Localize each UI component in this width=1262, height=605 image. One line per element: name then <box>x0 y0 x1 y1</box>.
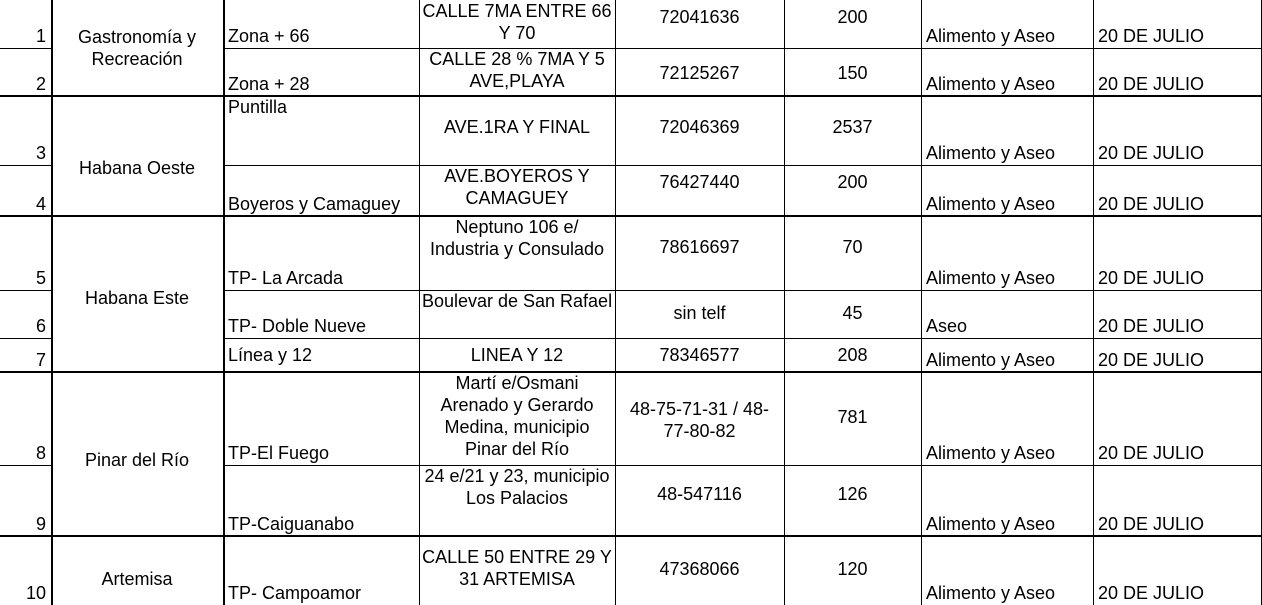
phone: sin telf <box>673 303 726 323</box>
products: Alimento y Aseo <box>926 26 1056 46</box>
unit-name: Zona + 66 <box>228 26 310 46</box>
region-name: Gastronomía y Recreación <box>77 27 197 69</box>
row-number: 1 <box>35 26 46 46</box>
products: Alimento y Aseo <box>926 514 1056 534</box>
date: 20 DE JULIO <box>1098 268 1205 288</box>
phone: 48-547116 <box>657 484 742 504</box>
products: Aseo <box>926 316 968 336</box>
unit-name: Boyeros y Camaguey <box>228 194 401 214</box>
products: Alimento y Aseo <box>926 74 1056 94</box>
row-number: 5 <box>35 268 46 288</box>
grid-line-vertical <box>615 0 616 605</box>
region-name: Artemisa <box>101 569 173 589</box>
date: 20 DE JULIO <box>1098 443 1205 463</box>
grid-line-vertical <box>223 0 225 605</box>
unit-name: TP-Caiguanabo <box>228 514 355 534</box>
quantity: 70 <box>842 237 863 257</box>
date: 20 DE JULIO <box>1098 350 1205 370</box>
quantity: 200 <box>837 172 868 192</box>
unit-name: TP- La Arcada <box>228 268 344 288</box>
unit-name: TP-El Fuego <box>228 443 330 463</box>
address: Boulevar de San Rafael <box>421 291 613 311</box>
date: 20 DE JULIO <box>1098 194 1205 214</box>
region-name: Habana Este <box>84 288 190 308</box>
unit-name: TP- Campoamor <box>228 583 362 603</box>
grid-line-horizontal <box>0 48 51 49</box>
products: Alimento y Aseo <box>926 350 1056 370</box>
grid-line-horizontal <box>0 290 51 291</box>
grid-line-horizontal <box>0 165 51 166</box>
phone: 78346577 <box>659 345 740 365</box>
address: Martí e/Osmani Arenado y Gerardo Medina, municipio Pinar del Río <box>440 373 594 459</box>
quantity: 781 <box>837 407 868 427</box>
date: 20 DE JULIO <box>1098 74 1205 94</box>
phone: 48-75-71-31 / 48-77-80-82 <box>629 399 770 441</box>
grid-line-horizontal <box>223 338 1262 339</box>
products: Alimento y Aseo <box>926 443 1056 463</box>
quantity: 120 <box>837 559 868 579</box>
address: CALLE 7MA ENTRE 66 Y 70 <box>422 1 612 43</box>
products: Alimento y Aseo <box>926 583 1056 603</box>
grid-line-vertical <box>1093 0 1094 605</box>
quantity: 45 <box>842 303 863 323</box>
grid-line-vertical <box>921 0 922 605</box>
row-number: 4 <box>35 194 46 214</box>
address: AVE.1RA Y FINAL <box>443 117 591 137</box>
date: 20 DE JULIO <box>1098 514 1205 534</box>
phone: 72125267 <box>659 63 740 83</box>
products: Alimento y Aseo <box>926 143 1056 163</box>
row-number: 3 <box>35 143 46 163</box>
quantity: 150 <box>837 63 868 83</box>
grid-line-vertical <box>51 0 53 605</box>
row-number: 7 <box>35 350 46 370</box>
grid-line-horizontal <box>223 165 1262 166</box>
grid-line-vertical <box>784 0 785 605</box>
grid-line-horizontal <box>0 215 1262 217</box>
phone: 72041636 <box>659 7 740 27</box>
grid-line-horizontal <box>223 465 1262 466</box>
address: LINEA Y 12 <box>470 345 564 365</box>
products: Alimento y Aseo <box>926 194 1056 214</box>
address: CALLE 50 ENTRE 29 Y 31 ARTEMISA <box>422 547 612 589</box>
date: 20 DE JULIO <box>1098 26 1205 46</box>
grid-line-horizontal <box>223 48 1262 49</box>
unit-name: Zona + 28 <box>228 74 310 94</box>
quantity: 200 <box>837 7 868 27</box>
grid-line-vertical <box>419 0 420 605</box>
quantity: 208 <box>837 345 868 365</box>
date: 20 DE JULIO <box>1098 583 1205 603</box>
grid-line-horizontal <box>0 535 1262 537</box>
row-number: 10 <box>25 583 46 603</box>
date: 20 DE JULIO <box>1098 143 1205 163</box>
row-number: 8 <box>35 443 46 463</box>
grid-line-horizontal <box>223 290 1262 291</box>
row-number: 2 <box>35 74 46 94</box>
phone: 47368066 <box>659 559 740 579</box>
date: 20 DE JULIO <box>1098 316 1205 336</box>
row-number: 9 <box>35 514 46 534</box>
unit-name: TP- Doble Nueve <box>228 316 367 336</box>
quantity: 126 <box>837 484 868 504</box>
products: Alimento y Aseo <box>926 268 1056 288</box>
address: 24 e/21 y 23, municipio Los Palacios <box>424 466 610 508</box>
phone: 72046369 <box>659 117 740 137</box>
grid-line-horizontal <box>0 95 1262 97</box>
unit-name: Puntilla <box>228 97 288 117</box>
address: CALLE 28 % 7MA Y 5 AVE,PLAYA <box>429 49 605 91</box>
address: Neptuno 106 e/ Industria y Consulado <box>429 217 605 259</box>
unit-name: Línea y 12 <box>228 345 313 365</box>
region-name: Habana Oeste <box>78 158 196 178</box>
phone: 78616697 <box>659 237 740 257</box>
quantity: 2537 <box>832 117 873 137</box>
address: AVE.BOYEROS Y CAMAGUEY <box>444 166 590 208</box>
grid-line-horizontal <box>0 338 51 339</box>
phone: 76427440 <box>659 172 740 192</box>
grid-line-horizontal <box>0 371 1262 373</box>
grid-line-horizontal <box>0 465 51 466</box>
row-number: 6 <box>35 316 46 336</box>
region-name: Pinar del Río <box>84 450 190 470</box>
